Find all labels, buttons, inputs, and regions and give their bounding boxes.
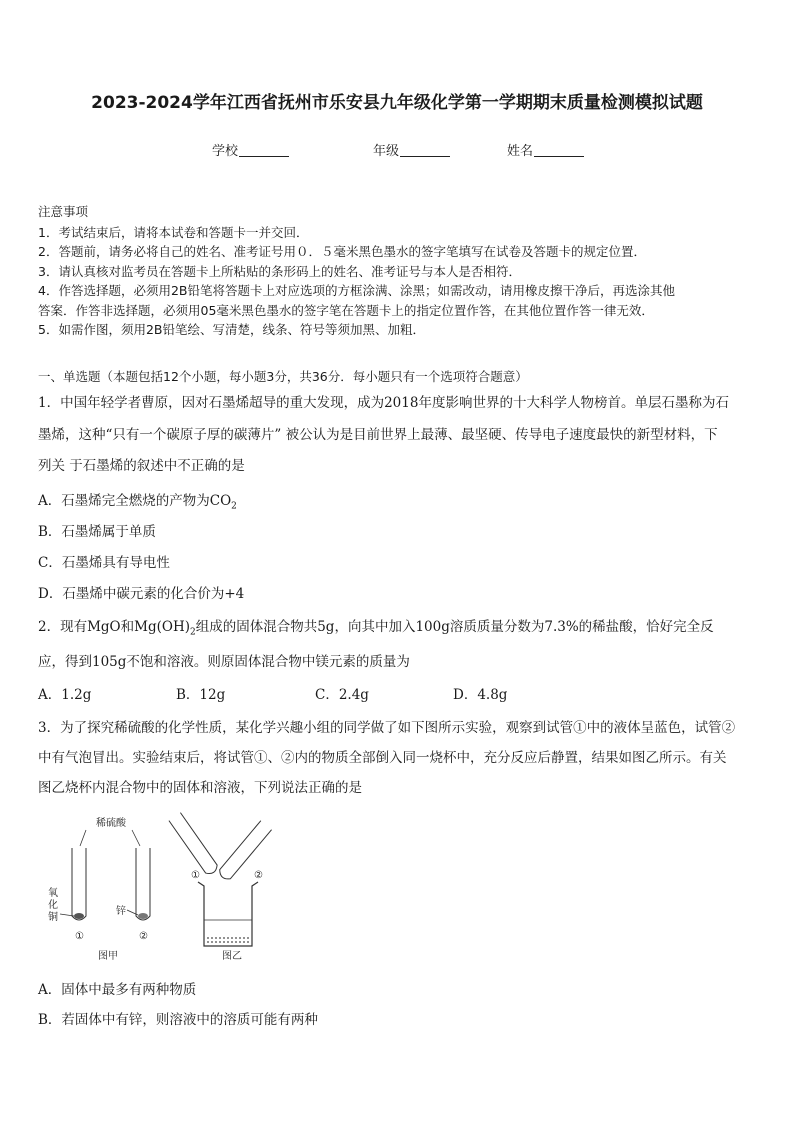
q2-option-c[interactable]: C．2.4g <box>315 687 369 703</box>
q2-text: 组成的固体混合物共 <box>195 619 318 635</box>
notice-block <box>38 202 758 340</box>
school-blank[interactable] <box>239 142 289 157</box>
q1-option-a-sub: 2 <box>231 501 237 512</box>
zinc-sample <box>138 913 148 919</box>
q3-option-a[interactable]: A．固体中最多有两种物质 <box>38 982 197 998</box>
q1-stem-line: 墨烯，这种“只有一个碳原子厚的碳薄片” 被公认为是目前世界上最薄、最坚硬、传导电子速度最快的新型材料，下 <box>38 427 718 443</box>
figure-b-caption: 图乙 <box>222 951 242 962</box>
q1-stem-line: 列关 于石墨烯的叙述中不正确的是 <box>38 458 245 474</box>
acid-pointer-line <box>132 830 140 846</box>
notice-item: 答案．作答非选择题，必须用05毫米黑色墨水的签字笔在答题卡上的指定位置作答，在其他位置作答一律无效． <box>38 302 654 318</box>
school-field[interactable] <box>212 140 289 159</box>
dilute-sulfuric-acid-label: 稀硫酸 <box>96 818 126 829</box>
name-blank[interactable] <box>534 142 584 157</box>
q3-stem-line: 3．为了探究稀硫酸的化学性质，某化学兴趣小组的同学做了如下图所示实验，观察到试管①中的液体呈蓝色，试管② <box>38 720 736 736</box>
notice-item: 4．作答选择题，必须用2B铅笔将答题卡上对应选项的方框涂满、涂黑；如需改动，请用橡皮擦干净后，再选涂其他 <box>38 283 675 298</box>
acid-pointer-line <box>80 830 86 846</box>
q2-text: 溶质质量分数为7.3%的稀盐酸，恰好完全反 <box>449 619 714 635</box>
q2-formula-sub: 2 <box>189 627 196 638</box>
q2-option-b[interactable]: B．12g <box>176 687 226 703</box>
notice-item: 3．请认真核对监考员在答题卡上所粘贴的条形码上的姓名、准考证号与本人是否相符． <box>38 263 521 279</box>
notice-item: 2．答题前，请务必将自己的姓名、准考证号用０．５毫米黑色墨水的签字笔填写在试卷及答题卡的规定位置． <box>38 244 646 259</box>
page-title: 2023-2024学年江西省抚州市乐安县九年级化学第一学期期末质量检测模拟试题 <box>91 93 703 113</box>
precipitate <box>205 936 251 945</box>
q2-formula-mgoh2: Mg(OH) <box>134 619 190 635</box>
tilted-tube-2 <box>217 821 271 882</box>
q3-option-b[interactable]: B．若固体中有锌，则溶液中的溶质可能有两种 <box>38 1012 318 1028</box>
name-label: 姓名 <box>507 144 534 159</box>
notice-item: 5．如需作图，须用2B铅笔绘、写清楚，线条、符号等须加黑、加粗． <box>38 322 425 337</box>
name-field[interactable] <box>507 140 584 159</box>
q1-option-c[interactable]: C．石墨烯具有导电性 <box>38 555 170 571</box>
q2-stem-line: 应，得到105g不饱和溶液。则原固体混合物中镁元素的质量为 <box>38 654 410 670</box>
q1-option-b[interactable]: B．石墨烯属于单质 <box>38 524 156 540</box>
notice-heading: 注意事项 <box>38 204 89 219</box>
pour-label-2: ② <box>254 870 263 881</box>
copper-oxide-sample <box>74 913 84 919</box>
section-heading: 一、单选题（本题包括12个小题，每小题3分，共36分．每小题只有一个选项符合题意） <box>38 369 528 384</box>
q2-acid-mass: 100g <box>415 619 450 635</box>
q2-text: 和 <box>120 619 135 635</box>
experiment-figure <box>46 812 286 972</box>
pour-label-1: ① <box>191 870 200 881</box>
school-label: 学校 <box>212 144 239 159</box>
q1-option-d[interactable]: D．石墨烯中碳元素的化合价为+4 <box>38 586 245 602</box>
q2-formula-mgo: MgO <box>87 619 121 635</box>
copper-oxide-label-1: 氧 <box>48 888 58 899</box>
q2-option-a[interactable]: A．1.2g <box>38 687 92 703</box>
grade-blank[interactable] <box>400 142 450 157</box>
q3-stem-line: 图乙烧杯内混合物中的固体和溶液，下列说法正确的是 <box>38 780 362 796</box>
student-info-row <box>0 140 794 160</box>
q1-stem-line: 1．中国年轻学者曹原，因对石墨烯超导的重大发现，成为2018年度影响世界的十大科学人物榜首。单层石墨称为石 <box>38 395 729 411</box>
q2-stem-line <box>38 612 758 649</box>
figure-a-caption: 图甲 <box>98 951 118 962</box>
q3-stem-line: 中有气泡冒出。实验结束后，将试管①、②内的物质全部倒入同一烧杯中，充分反应后静置，结果如图乙所示。有关 <box>38 750 727 766</box>
grade-label: 年级 <box>373 144 400 159</box>
tube-1-label: ① <box>75 931 84 942</box>
q1-option-a-text: A．石墨烯完全燃烧的产物为CO <box>38 493 232 509</box>
copper-oxide-label-2: 化 <box>48 900 58 911</box>
test-tube-2 <box>136 848 150 920</box>
q2-text: 2．现有 <box>38 619 88 635</box>
q1-option-a[interactable] <box>38 489 237 512</box>
tube-2-label: ② <box>139 931 148 942</box>
notice-item: 1．考试结束后，请将本试卷和答题卡一并交回． <box>38 224 309 240</box>
q2-mass: 5g <box>317 619 335 635</box>
copper-oxide-label-3: 铜 <box>48 912 58 923</box>
tilted-tube-1 <box>169 813 219 877</box>
q2-text: ，向其中加入 <box>334 619 416 635</box>
zinc-label: 锌 <box>116 906 126 917</box>
grade-field[interactable] <box>373 140 450 159</box>
test-tube-1 <box>72 848 86 920</box>
q2-option-d[interactable]: D．4.8g <box>453 687 508 703</box>
q2-options <box>38 683 598 703</box>
